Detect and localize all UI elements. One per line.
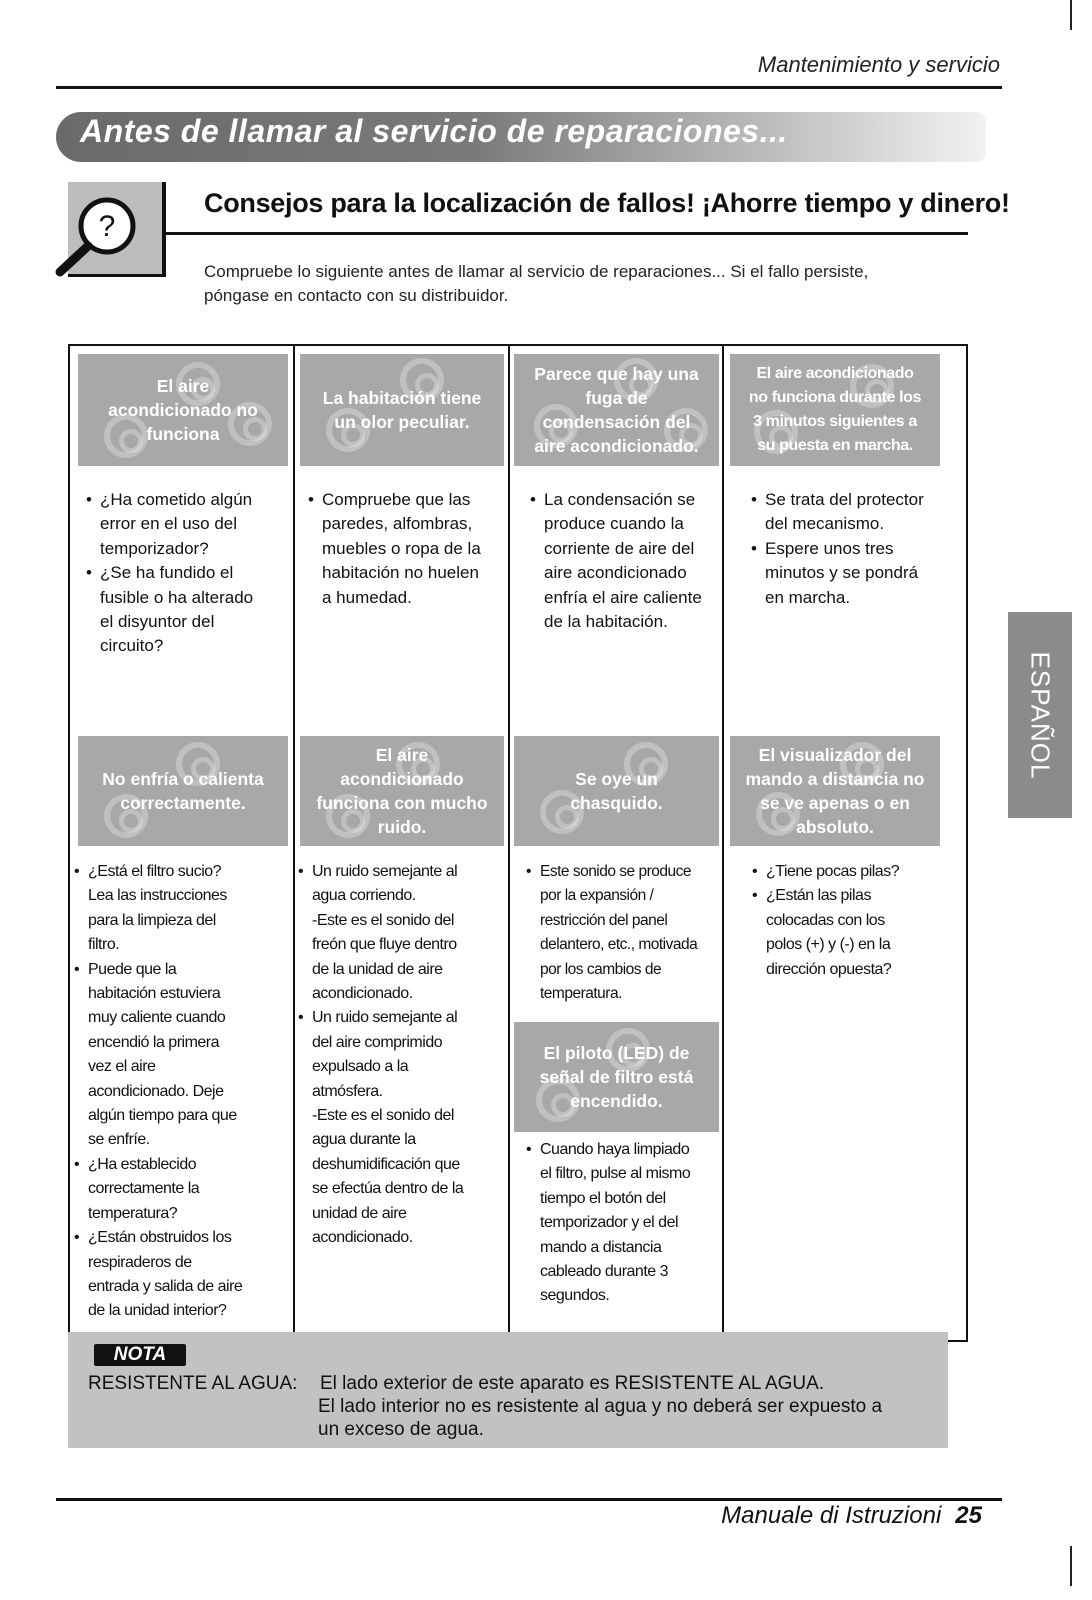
list-item-line: para la limpieza del [88, 911, 216, 929]
list-item-line: • La condensación se [544, 490, 696, 509]
header-line: El aire acondicionado [756, 365, 914, 382]
list-item-line: -Este es el sonido del [312, 911, 454, 929]
language-tab-label: ESPAÑOL [1025, 651, 1056, 779]
list-item-line: • ¿Están las pilas [766, 887, 871, 905]
list-item-line: temperatura? [88, 1204, 178, 1222]
tips-rule [164, 232, 968, 235]
checklist [86, 488, 286, 659]
page-number: 25 [955, 1502, 982, 1529]
list-item-line: • Cuando haya limpiado [540, 1141, 690, 1158]
list-item-line: se enfríe. [88, 1131, 150, 1149]
list-item-line: el disyuntor del [100, 612, 215, 632]
list-item [74, 958, 290, 1153]
checklist [526, 1138, 720, 1309]
question-mark: ? [98, 210, 116, 243]
list-item-line: correctamente la [88, 1180, 200, 1198]
list-item [752, 884, 942, 982]
list-item-line: agua corriendo. [312, 887, 416, 905]
checklist [298, 860, 504, 1251]
list-item [526, 860, 720, 1006]
header-line: condensación del [542, 412, 691, 432]
symptom-header [730, 736, 940, 846]
list-item-line: de la habitación. [544, 612, 668, 632]
list-item-line: delantero, etc., motivada [540, 936, 698, 954]
list-item-line: habitación estuviera [88, 985, 221, 1003]
symptom-header [514, 1022, 719, 1132]
language-tab [1008, 612, 1072, 818]
list-item [298, 860, 504, 909]
list-item-line: entrada y salida de aire [88, 1277, 243, 1295]
list-item-line: enfría el aire caliente [544, 587, 702, 607]
header-line: No enfría o calienta [102, 769, 264, 789]
header-line: El aire [375, 745, 429, 765]
list-item-line: encendió la primera [88, 1033, 220, 1051]
list-item-line: error en el uso del [100, 514, 238, 534]
symptom-header [730, 354, 940, 466]
list-item [298, 1006, 504, 1104]
list-item [74, 1153, 290, 1226]
header-line: correctamente. [120, 793, 246, 813]
list-item-line: el filtro, pulse al mismo [540, 1165, 691, 1183]
header-line: un olor peculiar. [334, 412, 470, 432]
list-item-line: por los cambios de [540, 960, 662, 978]
table-divider [293, 344, 295, 1342]
header-line: acondicionado no [108, 400, 258, 420]
section-header: Mantenimiento y servicio [757, 52, 1000, 77]
list-item-line: restricción del panel [540, 911, 668, 929]
checklist [752, 860, 942, 982]
note-text [88, 1372, 882, 1441]
header-line: su puesta en marcha. [757, 437, 913, 454]
list-item-line: aire acondicionado [544, 563, 687, 583]
list-item-line: • ¿Tiene pocas pilas? [766, 863, 900, 880]
list-item-line: mando a distancia [540, 1238, 662, 1256]
symptom-header-text [102, 767, 263, 815]
symptom-header [78, 354, 288, 466]
crop-mark [1070, 1546, 1072, 1586]
list-item [526, 1138, 720, 1309]
list-item-line: agua durante la [312, 1131, 416, 1149]
symptom-header [300, 354, 504, 466]
symptom-header-text [108, 374, 258, 446]
header-line: chasquido. [570, 793, 663, 813]
list-item-line: • ¿Está el filtro sucio? [88, 863, 222, 880]
header-line: acondicionado [340, 769, 464, 789]
checklist [526, 860, 720, 1006]
header-line: 3 minutos siguientes a [753, 413, 917, 430]
list-item-line: circuito? [100, 636, 164, 656]
header-rule [56, 86, 1002, 89]
list-item-line: paredes, alfombras, [322, 514, 473, 534]
header-line: no funciona durante los [748, 389, 922, 406]
note-line-3: un exceso de agua. [318, 1419, 484, 1440]
list-item-line: temporizador? [100, 538, 209, 558]
list-item-line: deshumidificación que [312, 1155, 460, 1173]
list-item [74, 1226, 290, 1324]
list-item-line: se efectúa dentro de la [312, 1180, 464, 1198]
list-item [298, 1104, 504, 1250]
list-item [751, 537, 941, 610]
header-line: fuga de [585, 388, 648, 408]
list-item-line: de la unidad de aire [312, 960, 443, 978]
symptom-header-text [323, 386, 482, 434]
list-item-line: del mecanismo. [765, 514, 885, 534]
symptom-header [514, 736, 719, 846]
table-divider [508, 344, 510, 1342]
list-item-line: colocadas con los [766, 911, 885, 929]
list-item-line: tiempo el botón del [540, 1189, 666, 1207]
list-item-line: • Puede que la [88, 960, 177, 978]
list-item [86, 488, 286, 561]
list-item-line: corriente de aire del [544, 538, 695, 558]
list-item [86, 561, 286, 659]
list-item-line: acondicionado. Deje [88, 1082, 224, 1100]
list-item-line: • ¿Están obstruidos los [88, 1229, 232, 1247]
magnifier-question-icon [52, 188, 162, 280]
header-line: aire acondicionado. [534, 436, 699, 456]
checklist [530, 488, 720, 634]
list-item-line: algún tiempo para que [88, 1107, 237, 1125]
list-item-line: dirección opuesta? [766, 960, 892, 978]
list-item-line: temperatura. [540, 985, 622, 1003]
tips-title: Consejos para la localización de fallos! ¡Ahorre tiempo y dinero! [204, 188, 1010, 218]
list-item-line: respiraderos de [88, 1253, 192, 1271]
list-item [751, 488, 941, 537]
list-item-line: minutos y se pondrá [765, 563, 919, 583]
list-item-line: cableado durante 3 [540, 1263, 668, 1281]
symptom-header-text [746, 743, 925, 839]
list-item-line: • ¿Ha establecido [88, 1155, 197, 1173]
intro-line-2: póngase en contacto con su distribuidor. [204, 286, 509, 305]
list-item-line: acondicionado. [312, 985, 413, 1003]
checklist [308, 488, 504, 610]
list-item-line: unidad de aire [312, 1204, 407, 1222]
header-line: El visualizador del [758, 745, 912, 765]
footer-rule [56, 1498, 1002, 1501]
note-label: NOTA [94, 1344, 186, 1366]
list-item-line: • Se trata del protector [765, 490, 924, 509]
list-item-line: freón que fluye dentro [312, 936, 457, 954]
table-divider [722, 344, 724, 1342]
symptom-header [78, 736, 288, 846]
list-item-line: muebles o ropa de la [322, 538, 481, 558]
list-item-line: • Espere unos tres [765, 538, 894, 558]
list-item-line: a humedad. [322, 587, 412, 607]
list-item-line: • ¿Ha cometido algún [100, 490, 253, 509]
list-item-line: temporizador y el del [540, 1214, 679, 1232]
list-item-line: • Compruebe que las [322, 490, 471, 509]
list-item-line: -Este es el sonido del [312, 1107, 454, 1125]
list-item-line: fusible o ha alterado [100, 587, 254, 607]
list-item-line: de la unidad interior? [88, 1302, 227, 1320]
page-footer [721, 1502, 982, 1530]
intro-line-1: Compruebe lo siguiente antes de llamar al servicio de reparaciones... Si el fallo persiste, [204, 262, 869, 281]
list-item-line: produce cuando la [544, 514, 684, 534]
list-item-line: • ¿Se ha fundido el [100, 563, 234, 583]
list-item-line: atmósfera. [312, 1082, 383, 1100]
header-line: señal de filtro está [539, 1067, 694, 1087]
checklist [751, 488, 941, 610]
list-item [530, 488, 720, 634]
note-line-1: El lado exterior de este aparato es RESISTENTE AL AGUA. [320, 1373, 825, 1394]
list-item-line: • Este sonido se produce [540, 863, 691, 880]
note-key: RESISTENTE AL AGUA: [88, 1373, 298, 1394]
crop-mark [1070, 0, 1072, 30]
list-item-line: habitación no huelen [322, 563, 479, 583]
header-line: mando a distancia no [745, 769, 925, 789]
header-line: funciona con mucho [316, 793, 488, 813]
header-line: La habitación tiene [322, 388, 482, 408]
header-line: Parece que hay una [534, 364, 699, 384]
header-line: El aire [156, 376, 210, 396]
header-line: Se oye un [575, 769, 658, 789]
header-line: se ve apenas o en [760, 793, 910, 813]
symptom-header-text [540, 1041, 694, 1113]
list-item [74, 860, 290, 958]
header-line: El piloto (LED) de [543, 1043, 690, 1063]
list-item-line: en marcha. [765, 587, 851, 607]
list-item [752, 860, 942, 884]
header-line: funciona [146, 424, 220, 444]
note-line-2: El lado interior no es resistente al agua y no deberá ser expuesto a [318, 1396, 883, 1417]
list-item [298, 909, 504, 1007]
list-item-line: expulsado a la [312, 1058, 409, 1076]
header-line: ruido. [377, 817, 427, 837]
symptom-header-text [316, 743, 487, 839]
symptom-header [300, 736, 504, 846]
banner-title: Antes de llamar al servicio de reparaciones... [80, 113, 788, 149]
symptom-header-text [570, 767, 662, 815]
checklist [74, 860, 290, 1324]
list-item-line: del aire comprimido [312, 1033, 443, 1051]
list-item-line: • Un ruido semejante al [312, 1009, 458, 1027]
list-item-line: Lea las instrucciones [88, 887, 227, 905]
list-item-line: filtro. [88, 936, 120, 954]
list-item [308, 488, 504, 610]
symptom-header-text [534, 362, 698, 458]
list-item-line: segundos. [540, 1287, 610, 1305]
intro-text [204, 260, 964, 308]
symptom-header-text [749, 362, 921, 458]
manual-title: Manuale di Istruzioni [721, 1502, 942, 1529]
list-item-line: acondicionado. [312, 1229, 413, 1247]
list-item-line: vez el aire [88, 1058, 156, 1076]
header-line: encendido. [570, 1091, 663, 1111]
symptom-header [514, 354, 719, 466]
list-item-line: muy caliente cuando [88, 1009, 226, 1027]
header-line: absoluto. [796, 817, 874, 837]
list-item-line: polos (+) y (-) en la [766, 936, 891, 954]
list-item-line: por la expansión / [540, 887, 654, 905]
list-item-line: • Un ruido semejante al [312, 863, 458, 880]
